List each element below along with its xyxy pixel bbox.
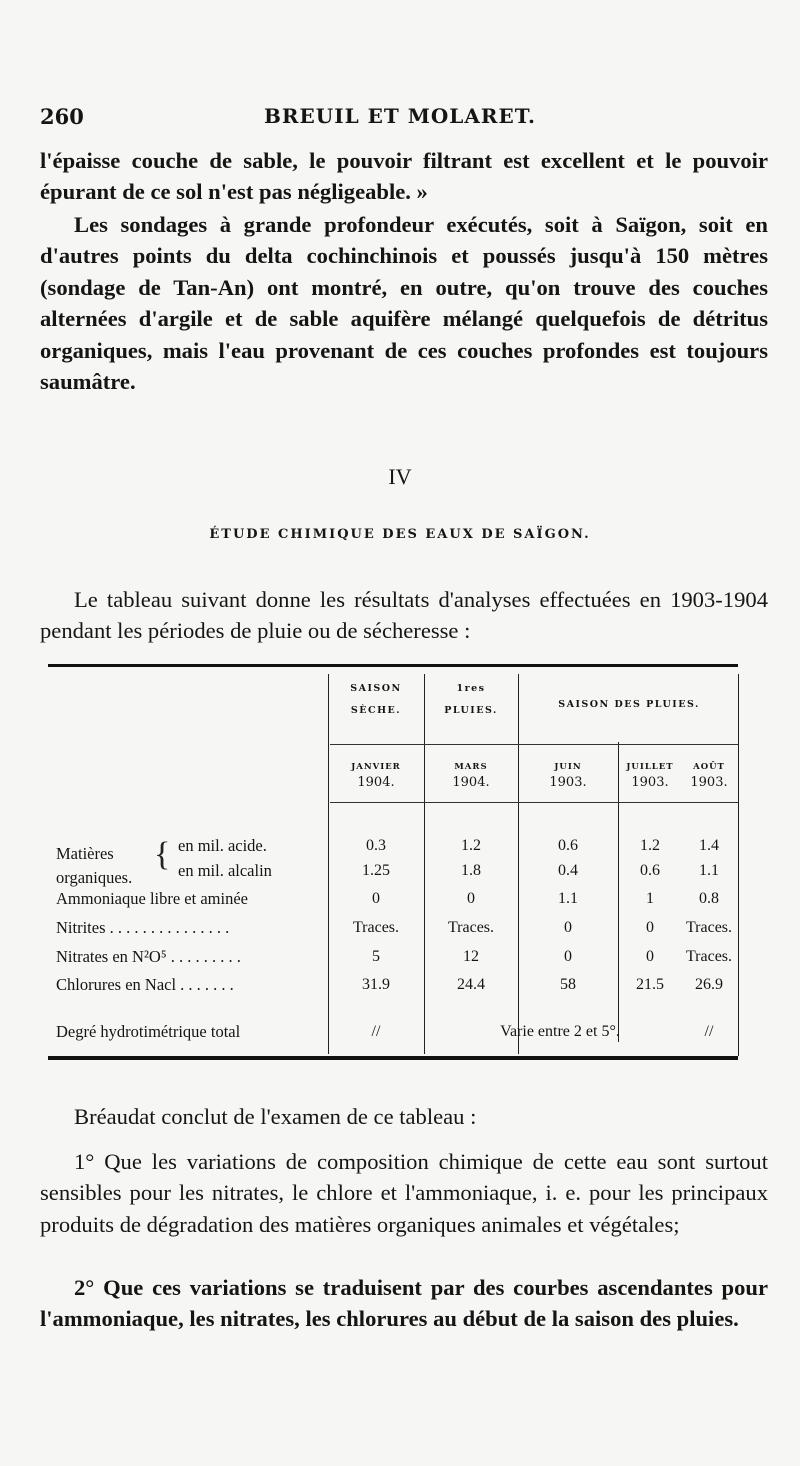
table-cell: 24.4 — [457, 976, 485, 993]
table-cell: 1.2 — [640, 837, 660, 854]
col-month: MARS — [454, 762, 488, 772]
col-header-janvier — [330, 759, 422, 791]
table-cell: 1 — [646, 890, 654, 907]
col-year: 1904. — [357, 775, 395, 790]
table-cell: 1.1 — [558, 890, 578, 907]
page-number: 260 — [40, 104, 84, 129]
table-cell: Traces. — [447, 919, 495, 936]
section-number: IV — [388, 464, 412, 489]
header-first-rains-line2: PLUIES. — [444, 705, 498, 716]
table-vline — [328, 674, 329, 1054]
analysis-table — [48, 664, 740, 1064]
table-cell: 0.6 — [640, 862, 660, 879]
paragraph-continuation: l'épaisse couche de sable, le pouvoir filtrant est excellent et le pouvoir épurant de ce sol n'est pas négligeable. » — [40, 148, 768, 205]
table-cell: 0.3 — [366, 837, 386, 854]
table-bottom-rule — [48, 1056, 738, 1060]
col-month: JUILLET — [626, 762, 674, 772]
table-vline — [518, 674, 519, 1054]
table-cell: Traces. — [685, 919, 733, 936]
table-cell: 1.25 — [362, 862, 390, 879]
group-label-organiques: organiques. — [56, 868, 133, 887]
table-cell: 0 — [646, 919, 654, 936]
header-dry-line2: SÈCHE. — [350, 705, 402, 716]
table-top-rule — [48, 664, 738, 667]
table-cell: 5 — [372, 948, 380, 965]
table-cell: 1.4 — [699, 837, 719, 854]
col-year: 1903. — [631, 775, 669, 790]
brace: { — [154, 836, 171, 873]
table-cell: 0 — [372, 890, 380, 907]
header-rule — [330, 744, 738, 745]
table-cell: Traces. — [685, 948, 733, 965]
header-first-rains-line1: 1res — [456, 683, 486, 694]
cell-degre-varie: Varie entre 2 et 5°. — [500, 1023, 620, 1040]
col-year: 1903. — [549, 775, 587, 790]
section-title: ÉTUDE CHIMIQUE DES EAUX DE SAÏGON. — [209, 527, 591, 542]
col-header-aout — [680, 759, 738, 791]
cell-degre-dry: // — [371, 1023, 381, 1040]
running-title: BREUIL ET MOLARET. — [264, 104, 536, 128]
header-rainy-season: SAISON DES PLUIES. — [558, 699, 700, 710]
table-cell: 0 — [467, 890, 475, 907]
col-year: 1904. — [452, 775, 490, 790]
table-vline — [618, 742, 619, 1042]
conclusion-point-1: 1° Que les variations de composition chimique de cette eau sont surtout sensibles pour les nitrates, le chlore et l'ammoniaque, i. e. pour les principaux produits de dégradation des matières organiques animales et végétales; — [40, 1149, 768, 1237]
table-cell: 1.2 — [461, 837, 481, 854]
table-cell: 0 — [646, 948, 654, 965]
col-header-juin — [520, 759, 616, 791]
table-cell: Traces. — [352, 919, 400, 936]
table-cell: 21.5 — [636, 976, 664, 993]
group-label-matieres: Matières — [56, 844, 114, 863]
col-year: 1903. — [690, 775, 728, 790]
col-header-juillet — [620, 759, 680, 791]
row-label-degre: Degré hydrotimétrique total — [56, 1022, 241, 1041]
table-vline — [738, 674, 739, 1056]
table-cell: 12 — [463, 948, 479, 965]
table-cell: 1.1 — [699, 862, 719, 879]
col-month: AOÛT — [693, 762, 725, 772]
row-label: en mil. acide. — [178, 836, 267, 855]
table-cell: 58 — [560, 976, 576, 993]
cell-degre-aout: // — [704, 1023, 714, 1040]
table-cell: 0.4 — [558, 862, 578, 879]
table-cell: 0.8 — [699, 890, 719, 907]
row-label: Nitrites . . . . . . . . . . . . . . . — [56, 918, 230, 937]
header-rule — [330, 802, 738, 803]
row-label: Ammoniaque libre et aminée — [56, 889, 248, 908]
col-header-mars — [426, 759, 516, 791]
conclusion-intro: Bréaudat conclut de l'examen de ce tableau : — [74, 1104, 477, 1129]
conclusion-point-2: 2° Que ces variations se traduisent par des courbes ascendantes pour l'ammoniaque, les nitrates, les chlorures au début de la saison des pluies. — [40, 1275, 768, 1332]
row-label: en mil. alcalin — [178, 861, 272, 880]
header-dry-season — [330, 678, 422, 722]
table-cell: 0.6 — [558, 837, 578, 854]
col-month: JANVIER — [351, 762, 401, 772]
header-first-rains — [426, 678, 516, 722]
table-intro: Le tableau suivant donne les résultats d'analyses effectuées en 1903-1904 pendant les périodes de pluie ou de sécheresse : — [40, 587, 768, 644]
header-dry-line1: SAISON — [350, 683, 402, 694]
row-label: Chlorures en Nacl . . . . . . . — [56, 975, 234, 994]
table-cell: 31.9 — [362, 976, 390, 993]
table-cell: 26.9 — [695, 976, 723, 993]
col-month: JUIN — [554, 762, 582, 772]
table-vline — [424, 674, 425, 1054]
row-label: Nitrates en N²O⁵ . . . . . . . . . — [56, 947, 241, 966]
paragraph-sondages: Les sondages à grande profondeur exécutés, soit à Saïgon, soit en d'autres points du delta cochinchinois et poussés jusqu'à 150 mètres (sondage de Tan-An) ont montré, en outre, qu'on trouve des couches alternées d'argile et de sable aquifère mélangé quelquefois de détritus organiques, mais l'eau provenant de ces couches profondes est toujours saumâtre. — [40, 212, 768, 395]
table-cell: 0 — [564, 919, 572, 936]
page-header — [40, 104, 760, 134]
table-cell: 1.8 — [461, 862, 481, 879]
table-cell: 0 — [564, 948, 572, 965]
